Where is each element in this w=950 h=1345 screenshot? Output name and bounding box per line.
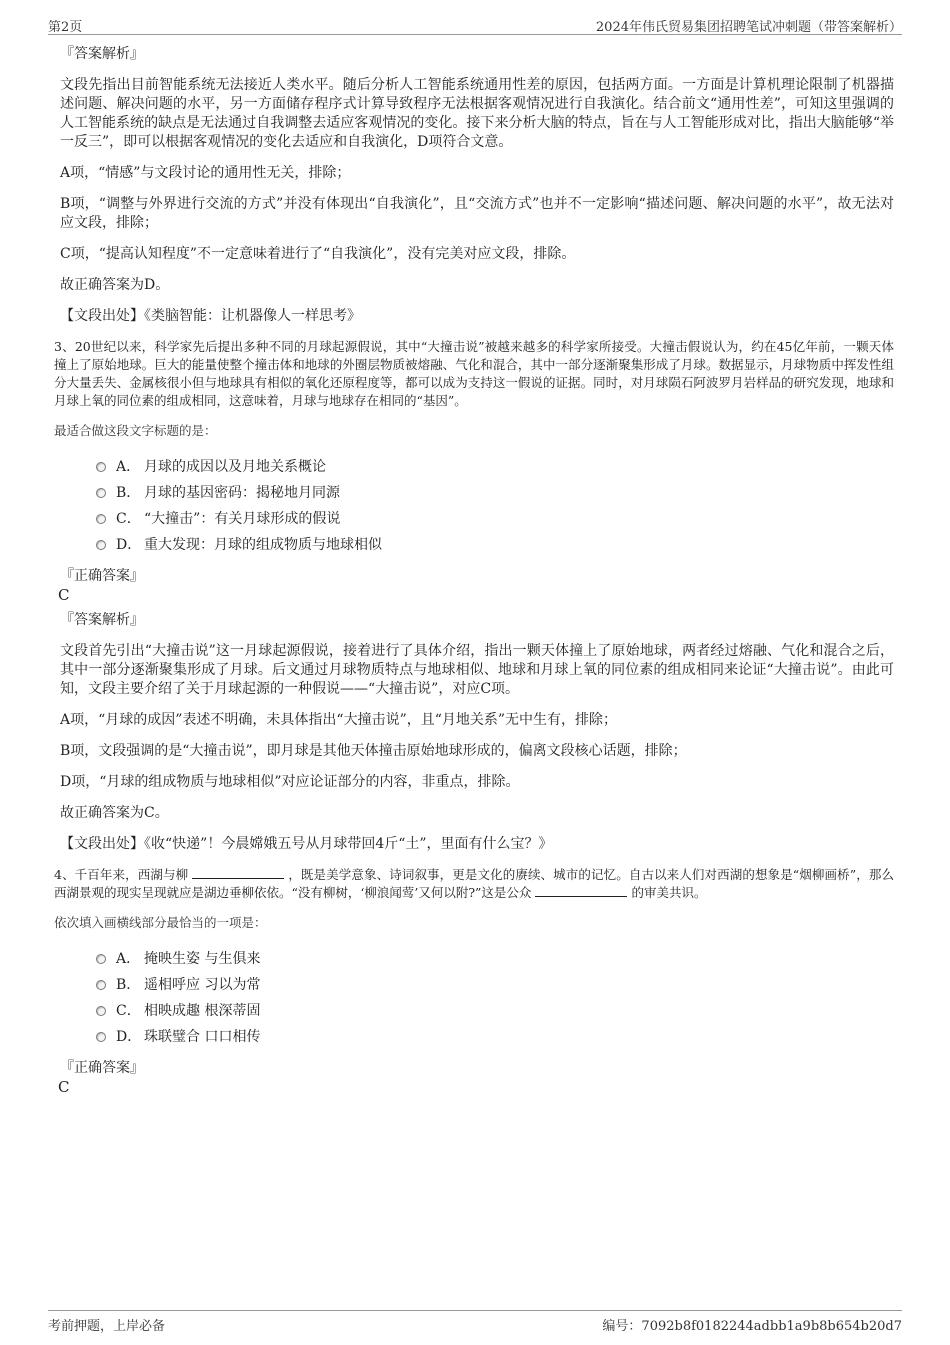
document-title: 2024年伟氏贸易集团招聘笔试冲刺题（带答案解析）	[595, 20, 902, 35]
radio-icon[interactable]	[96, 1006, 106, 1016]
q2-option-a-analysis: A项，“情感”与文段讨论的通用性无关，排除；	[60, 165, 351, 181]
q4-option-a[interactable]	[96, 946, 894, 972]
q4-stem-part-3: 的审美共识。	[631, 885, 707, 900]
q3-options	[96, 454, 894, 558]
option-text: 相映成趣 根深蒂固	[144, 1003, 261, 1019]
radio-icon[interactable]	[96, 488, 106, 498]
document-body	[54, 44, 894, 1102]
q3-option-a[interactable]	[96, 454, 894, 480]
q3-prompt: 最适合做这段文字标题的是：	[54, 423, 217, 438]
q2-option-b-analysis: B项，“调整与外界进行交流的方式”并没有体现出“自我演化”，且“交流方式”也并不一定影响“描述问题、解决问题的水平”，故无法对应文段，排除；	[60, 196, 894, 231]
option-letter: C．	[116, 1003, 141, 1019]
page-number: 第2页	[48, 20, 83, 35]
q4-stem-part-1: 4、千百年来，西湖与柳	[54, 867, 189, 882]
q2-source: 【文段出处】《类脑智能：让机器像人一样思考》	[60, 308, 361, 324]
option-text: “大撞击”：有关月球形成的假说	[144, 511, 341, 527]
q2-option-c-analysis: C项，“提高认知程度”不一定意味着进行了“自我演化”，没有完美对应文段，排除。	[60, 246, 576, 262]
document-id: 编号：7092b8f0182244adbb1a9b8b654b20d7	[602, 1319, 902, 1334]
q3-analysis: 文段首先引出“大撞击说”这一月球起源假说，接着进行了具体介绍，指出一颗天体撞上了原始地球，两者经过熔融、气化和混合之后，其中一部分逐渐聚集形成了月球。后文通过月球物质特点与地球相似、地球和月球上氧的同位素的组成相同来论证“大撞击说”。由此可知，文段主要介绍了关于月球起源的一种假说——“大撞击说”，对应C项。	[60, 643, 894, 697]
radio-icon[interactable]	[96, 1032, 106, 1042]
option-text: 重大发现：月球的组成物质与地球相似	[144, 537, 382, 553]
q3-option-d[interactable]	[96, 532, 894, 558]
fill-blank-1	[192, 866, 284, 879]
q3-answer: C	[58, 586, 70, 604]
fill-blank-2	[535, 884, 627, 897]
option-text: 掩映生姿 与生俱来	[144, 951, 261, 967]
q3-stem: 3、20世纪以来，科学家先后提出多种不同的月球起源假说，其中“大撞击说”被越来越多的科学家所接受。大撞击假说认为，约在45亿年前，一颗天体撞上了原始地球。巨大的能量使整个撞击体和地球的外圈层物质被熔融、气化和混合，其中一部分逐渐聚集形成了月球。数据显示，月球物质中挥发性组分大量丢失、金属核很小但与地球具有相似的氧化还原程度等，都可以成为支持这一假说的证据。同时，对月球陨石阿波罗月岩样品的研究发现，地球和月球上氧的同位素的组成相同，这意味着，月球与地球存在相同的“基因”。	[54, 339, 894, 408]
option-letter: A．	[116, 459, 141, 475]
q2-conclusion: 故正确答案为D。	[60, 277, 170, 293]
q3-option-b-analysis: B项，文段强调的是“大撞击说”，即月球是其他天体撞击原始地球形成的，偏离文段核心话题，排除；	[60, 743, 687, 759]
option-text: 月球的成因以及月地关系概论	[144, 459, 326, 475]
option-text: 月球的基因密码：揭秘地月同源	[144, 485, 340, 501]
q4-prompt: 依次填入画横线部分最恰当的一项是：	[54, 915, 267, 930]
q4-option-b[interactable]	[96, 972, 894, 998]
radio-icon[interactable]	[96, 954, 106, 964]
q3-conclusion: 故正确答案为C。	[60, 805, 169, 821]
q4-stem-part-2: ，既是美学意象、诗词叙事，更是文化的赓续、城市的记忆。自古以来人们对西湖的想象是“烟柳画桥”，那么西湖景观的现实呈现就应是湖边垂柳依依。“没有柳树，‘柳浪闻莺’又何以附?”这是公众	[54, 867, 894, 900]
footer-slogan: 考前押题，上岸必备	[48, 1319, 166, 1334]
option-letter: B．	[116, 485, 141, 501]
option-letter: A．	[116, 951, 141, 967]
option-letter: D．	[116, 537, 142, 553]
q3-answer-label: 『正确答案』	[60, 568, 144, 584]
q4-option-d[interactable]	[96, 1024, 894, 1050]
q3-option-d-analysis: D项，“月球的组成物质与地球相似”对应论证部分的内容，非重点，排除。	[60, 774, 520, 790]
radio-icon[interactable]	[96, 540, 106, 550]
option-text: 遥相呼应 习以为常	[144, 977, 261, 993]
page-footer	[48, 1310, 902, 1334]
radio-icon[interactable]	[96, 514, 106, 524]
radio-icon[interactable]	[96, 980, 106, 990]
radio-icon[interactable]	[96, 462, 106, 472]
option-letter: C．	[116, 511, 141, 527]
q3-option-b[interactable]	[96, 480, 894, 506]
q4-options	[96, 946, 894, 1050]
q2-analysis: 文段先指出目前智能系统无法接近人类水平。随后分析人工智能系统通用性差的原因，包括两方面。一方面是计算机理论限制了机器描述问题、解决问题的水平，另一方面储存程序式计算导致程序无法根据客观情况进行自我演化。结合前文“通用性差”，可知这里强调的人工智能系统的缺点是无法通过自我调整去适应客观情况的变化。接下来分析大脑的特点，旨在与人工智能形成对比，指出大脑能够“举一反三”，即可以根据客观情况的变化去适应和自我演化，D项符合文意。	[60, 77, 894, 150]
q3-option-c[interactable]	[96, 506, 894, 532]
q4-option-c[interactable]	[96, 998, 894, 1024]
option-text: 珠联璧合 口口相传	[144, 1029, 261, 1045]
q2-analysis-label: 『答案解析』	[60, 46, 144, 62]
page-header	[48, 14, 902, 35]
option-letter: B．	[116, 977, 141, 993]
q3-source: 【文段出处】《收“快递”！今晨嫦娥五号从月球带回4斤“土”，里面有什么宝？》	[60, 836, 553, 852]
option-letter: D．	[116, 1029, 142, 1045]
q4-answer-label: 『正确答案』	[60, 1060, 144, 1076]
q4-answer: C	[58, 1078, 70, 1096]
q3-option-a-analysis: A项，“月球的成因”表述不明确，未具体指出“大撞击说”，且“月地关系”无中生有，排除；	[60, 712, 618, 728]
q3-analysis-label: 『答案解析』	[60, 612, 144, 628]
q4-stem	[54, 866, 894, 902]
